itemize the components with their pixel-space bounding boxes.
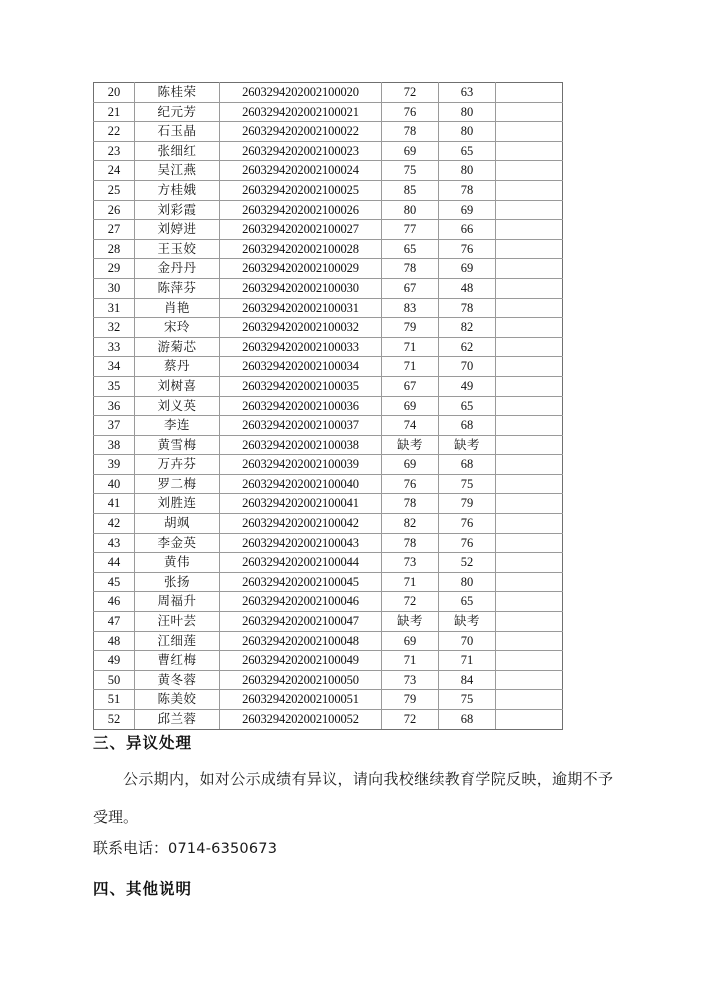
cell-id: 2603294202002100031 [220,298,382,318]
table-row [94,435,563,455]
cell-name: 万卉芬 [135,455,220,475]
cell-blank [496,710,563,730]
cell-blank [496,161,563,181]
cell-id: 2603294202002100041 [220,494,382,514]
table-row [94,631,563,651]
cell-score2: 70 [439,357,496,377]
contact-phone: 0714-6350673 [168,841,278,857]
section-heading-objection: 三、异议处理 [93,734,193,752]
cell-name: 李连 [135,416,220,436]
cell-name: 江细莲 [135,631,220,651]
cell-score1: 75 [382,161,439,181]
cell-name: 黄冬蓉 [135,670,220,690]
cell-name: 王玉姣 [135,239,220,259]
cell-name: 周福升 [135,592,220,612]
cell-id: 2603294202002100052 [220,710,382,730]
cell-index: 24 [94,161,135,181]
cell-name: 陈萍芬 [135,278,220,298]
cell-id: 2603294202002100023 [220,141,382,161]
cell-blank [496,455,563,475]
cell-index: 20 [94,83,135,103]
cell-index: 52 [94,710,135,730]
cell-name: 张细红 [135,141,220,161]
cell-id: 2603294202002100030 [220,278,382,298]
cell-score1: 67 [382,376,439,396]
table-row [94,83,563,103]
section-heading-other: 四、其他说明 [93,880,193,898]
table-row [94,474,563,494]
table-row [94,141,563,161]
cell-blank [496,318,563,338]
cell-id: 2603294202002100046 [220,592,382,612]
table-row [94,553,563,573]
cell-id: 2603294202002100038 [220,435,382,455]
cell-index: 32 [94,318,135,338]
cell-name: 游菊芯 [135,337,220,357]
cell-score2: 66 [439,220,496,240]
cell-score1: 71 [382,357,439,377]
table-row [94,592,563,612]
cell-blank [496,220,563,240]
cell-score1: 72 [382,83,439,103]
cell-score1: 71 [382,572,439,592]
cell-blank [496,298,563,318]
cell-score2: 76 [439,514,496,534]
cell-blank [496,474,563,494]
table-row [94,710,563,730]
cell-index: 21 [94,102,135,122]
table-row [94,298,563,318]
cell-score2: 76 [439,239,496,259]
cell-blank [496,122,563,142]
table-row [94,102,563,122]
table-row [94,357,563,377]
cell-blank [496,494,563,514]
cell-index: 40 [94,474,135,494]
cell-index: 39 [94,455,135,475]
cell-name: 刘义英 [135,396,220,416]
cell-score2: 80 [439,122,496,142]
cell-name: 陈美姣 [135,690,220,710]
cell-score1: 85 [382,180,439,200]
cell-score2: 75 [439,474,496,494]
cell-blank [496,102,563,122]
cell-name: 曹红梅 [135,651,220,671]
cell-name: 蔡丹 [135,357,220,377]
cell-score2: 65 [439,396,496,416]
cell-score1: 73 [382,670,439,690]
cell-blank [496,396,563,416]
cell-score1: 78 [382,533,439,553]
cell-score2: 65 [439,592,496,612]
table-row [94,278,563,298]
table-row [94,180,563,200]
cell-blank [496,239,563,259]
cell-name: 宋玲 [135,318,220,338]
table-row [94,690,563,710]
cell-blank [496,592,563,612]
cell-id: 2603294202002100047 [220,612,382,632]
cell-score2: 48 [439,278,496,298]
cell-score1: 71 [382,651,439,671]
cell-score1: 83 [382,298,439,318]
cell-score1: 78 [382,259,439,279]
cell-score1: 65 [382,239,439,259]
cell-index: 25 [94,180,135,200]
cell-id: 2603294202002100035 [220,376,382,396]
cell-score2: 68 [439,416,496,436]
cell-index: 34 [94,357,135,377]
cell-blank [496,141,563,161]
cell-index: 36 [94,396,135,416]
table-row [94,651,563,671]
cell-id: 2603294202002100039 [220,455,382,475]
table-row [94,376,563,396]
cell-index: 33 [94,337,135,357]
cell-id: 2603294202002100043 [220,533,382,553]
cell-score2: 缺考 [439,435,496,455]
cell-name: 邱兰蓉 [135,710,220,730]
cell-index: 26 [94,200,135,220]
cell-name: 汪叶芸 [135,612,220,632]
cell-blank [496,572,563,592]
cell-id: 2603294202002100034 [220,357,382,377]
cell-id: 2603294202002100051 [220,690,382,710]
cell-name: 刘胜连 [135,494,220,514]
table-row [94,455,563,475]
cell-index: 35 [94,376,135,396]
cell-name: 纪元芳 [135,102,220,122]
cell-id: 2603294202002100026 [220,200,382,220]
table-row [94,239,563,259]
cell-score1: 79 [382,318,439,338]
cell-blank [496,83,563,103]
cell-id: 2603294202002100024 [220,161,382,181]
cell-id: 2603294202002100032 [220,318,382,338]
cell-id: 2603294202002100021 [220,102,382,122]
cell-blank [496,631,563,651]
table-row [94,612,563,632]
cell-index: 28 [94,239,135,259]
cell-score1: 77 [382,220,439,240]
contact-label: 联系电话： [93,839,169,857]
cell-name: 李金英 [135,533,220,553]
table-row [94,533,563,553]
cell-id: 2603294202002100020 [220,83,382,103]
cell-index: 37 [94,416,135,436]
cell-index: 51 [94,690,135,710]
cell-index: 29 [94,259,135,279]
cell-blank [496,278,563,298]
cell-id: 2603294202002100027 [220,220,382,240]
cell-blank [496,651,563,671]
cell-score1: 69 [382,396,439,416]
cell-id: 2603294202002100033 [220,337,382,357]
cell-id: 2603294202002100037 [220,416,382,436]
cell-score1: 79 [382,690,439,710]
cell-name: 陈桂荣 [135,83,220,103]
cell-score2: 78 [439,180,496,200]
cell-score2: 63 [439,83,496,103]
cell-score2: 80 [439,102,496,122]
cell-index: 49 [94,651,135,671]
cell-blank [496,690,563,710]
table-row [94,514,563,534]
table-row [94,318,563,338]
cell-id: 2603294202002100045 [220,572,382,592]
cell-index: 31 [94,298,135,318]
cell-id: 2603294202002100048 [220,631,382,651]
cell-score2: 49 [439,376,496,396]
cell-name: 胡飒 [135,514,220,534]
cell-score2: 75 [439,690,496,710]
score-table-body [94,83,563,730]
cell-score1: 74 [382,416,439,436]
cell-blank [496,259,563,279]
cell-score2: 80 [439,572,496,592]
cell-id: 2603294202002100042 [220,514,382,534]
cell-blank [496,416,563,436]
cell-score2: 70 [439,631,496,651]
table-row [94,670,563,690]
cell-index: 27 [94,220,135,240]
cell-score1: 69 [382,455,439,475]
cell-index: 41 [94,494,135,514]
cell-score2: 52 [439,553,496,573]
cell-index: 42 [94,514,135,534]
objection-paragraph: 公示期内，如对公示成绩有异议，请向我校继续教育学院反映，逾期不予受理。 [93,770,613,826]
score-table [93,82,563,730]
cell-index: 47 [94,612,135,632]
cell-id: 2603294202002100049 [220,651,382,671]
cell-score1: 76 [382,474,439,494]
cell-index: 48 [94,631,135,651]
table-row [94,494,563,514]
cell-score2: 缺考 [439,612,496,632]
cell-id: 2603294202002100040 [220,474,382,494]
cell-blank [496,200,563,220]
cell-index: 44 [94,553,135,573]
cell-index: 46 [94,592,135,612]
cell-blank [496,514,563,534]
cell-index: 43 [94,533,135,553]
cell-score1: 缺考 [382,612,439,632]
table-row [94,416,563,436]
cell-score2: 82 [439,318,496,338]
cell-index: 45 [94,572,135,592]
table-row [94,122,563,142]
cell-blank [496,435,563,455]
cell-score1: 73 [382,553,439,573]
cell-blank [496,670,563,690]
cell-blank [496,337,563,357]
cell-index: 30 [94,278,135,298]
cell-score2: 65 [439,141,496,161]
cell-score1: 72 [382,592,439,612]
cell-score1: 69 [382,141,439,161]
table-row [94,259,563,279]
score-table-container [93,82,556,730]
cell-name: 方桂娥 [135,180,220,200]
cell-blank [496,357,563,377]
cell-index: 23 [94,141,135,161]
table-row [94,396,563,416]
cell-id: 2603294202002100036 [220,396,382,416]
table-row [94,161,563,181]
cell-index: 50 [94,670,135,690]
cell-blank [496,180,563,200]
cell-blank [496,376,563,396]
cell-id: 2603294202002100028 [220,239,382,259]
cell-id: 2603294202002100025 [220,180,382,200]
cell-score1: 78 [382,122,439,142]
cell-blank [496,533,563,553]
cell-score1: 76 [382,102,439,122]
contact-line [93,836,277,861]
cell-blank [496,553,563,573]
cell-blank [496,612,563,632]
cell-name: 吴江燕 [135,161,220,181]
cell-score1: 78 [382,494,439,514]
cell-name: 黄雪梅 [135,435,220,455]
cell-score2: 80 [439,161,496,181]
cell-name: 石玉晶 [135,122,220,142]
cell-name: 张扬 [135,572,220,592]
cell-score2: 76 [439,533,496,553]
cell-score2: 79 [439,494,496,514]
cell-id: 2603294202002100029 [220,259,382,279]
table-row [94,200,563,220]
cell-score2: 62 [439,337,496,357]
cell-name: 黄伟 [135,553,220,573]
cell-id: 2603294202002100044 [220,553,382,573]
cell-score2: 69 [439,200,496,220]
table-row [94,337,563,357]
cell-score2: 71 [439,651,496,671]
cell-score1: 缺考 [382,435,439,455]
cell-id: 2603294202002100022 [220,122,382,142]
cell-score2: 84 [439,670,496,690]
cell-name: 罗二梅 [135,474,220,494]
cell-score2: 78 [439,298,496,318]
cell-score1: 72 [382,710,439,730]
cell-score1: 80 [382,200,439,220]
cell-score1: 82 [382,514,439,534]
cell-score2: 68 [439,710,496,730]
cell-score2: 69 [439,259,496,279]
cell-score1: 71 [382,337,439,357]
table-row [94,572,563,592]
cell-index: 22 [94,122,135,142]
cell-score1: 69 [382,631,439,651]
cell-score2: 68 [439,455,496,475]
cell-name: 刘彩霞 [135,200,220,220]
cell-name: 金丹丹 [135,259,220,279]
cell-name: 刘树喜 [135,376,220,396]
cell-name: 刘婷进 [135,220,220,240]
cell-score1: 67 [382,278,439,298]
table-row [94,220,563,240]
cell-name: 肖艳 [135,298,220,318]
cell-id: 2603294202002100050 [220,670,382,690]
cell-index: 38 [94,435,135,455]
